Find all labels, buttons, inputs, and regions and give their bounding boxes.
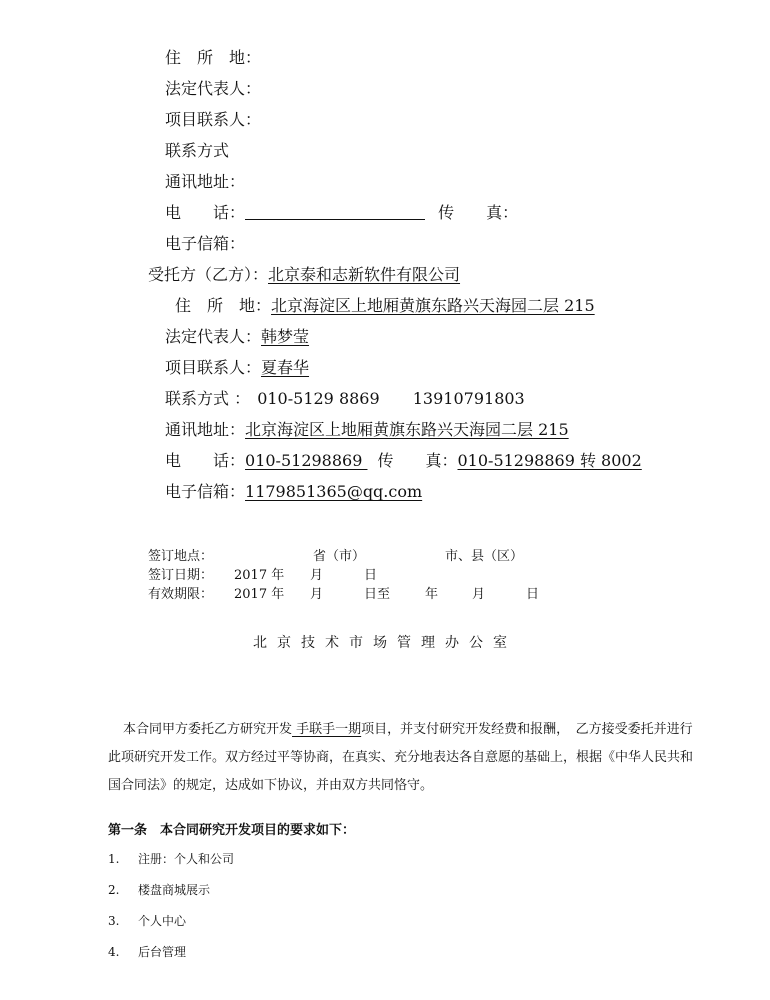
sign-place-label: 签订地点： — [148, 549, 214, 564]
b-heading-label: 受托方（乙方）： — [148, 265, 269, 284]
b-legal-rep: 韩梦莹 — [261, 327, 310, 346]
sign-city: 市、县（区） — [445, 549, 524, 564]
a-email-label: 电子信箱： — [165, 234, 246, 253]
b-contact-person-row — [165, 358, 309, 378]
list-item — [108, 912, 186, 929]
b-contact-person-label: 项目联系人： — [165, 358, 262, 377]
b-contact-method-row — [165, 389, 525, 409]
b-phone-row — [165, 451, 642, 471]
office-title: 北京技术市场管理办公室 — [253, 635, 517, 651]
valid-end-month: 月 — [472, 587, 486, 602]
list-item-number: 1. — [108, 852, 120, 866]
b-contact-method-label: 联系方式 ： — [165, 389, 251, 408]
sign-date-row — [148, 567, 378, 585]
preamble-part2: 项目，并支付研究开发经费和报酬， 乙方接受委托并进行此项研究开发工作。双方经过平等协商，在真实、充分地表达各自意愿的基础上，根据《中华人民共和国合同法》的规定，达成如下协议，并由双方共同恪守。 — [108, 722, 694, 793]
list-item-text: 注册：个人和公司 — [138, 852, 235, 866]
b-mail-address-label: 通讯地址： — [165, 420, 246, 439]
sign-date-day: 日 — [364, 568, 378, 583]
list-item — [108, 943, 186, 960]
a-phone-row — [165, 203, 518, 223]
project-name: 手联手一期 — [292, 722, 362, 737]
sign-date-year: 2017 年 — [234, 568, 285, 583]
b-mail-address-row — [165, 420, 569, 440]
valid-day-to: 日至 — [364, 587, 391, 602]
a-contact-method-label: 联系方式 — [165, 141, 230, 160]
b-legal-rep-label: 法定代表人： — [165, 327, 262, 346]
b-address: 北京海淀区上地厢黄旗东路兴天海园二层 215 — [271, 296, 595, 315]
article-1-heading: 第一条 本合同研究开发项目的要求如下： — [108, 823, 356, 838]
a-contact-person-label: 项目联系人： — [165, 110, 262, 129]
list-item-number: 2. — [108, 883, 120, 897]
list-item-number: 4. — [108, 945, 120, 959]
b-address-label: 住 所 地： — [175, 296, 272, 315]
b-company-name: 北京泰和志新软件有限公司 — [268, 265, 461, 284]
b-fax-label: 传 真： — [377, 451, 458, 470]
b-phone-label: 电 话： — [165, 451, 246, 470]
sign-date-month: 月 — [310, 568, 324, 583]
list-item-text: 个人中心 — [138, 914, 187, 928]
list-item-text: 楼盘商城展示 — [138, 883, 211, 897]
valid-month: 月 — [310, 587, 324, 602]
b-email: 1179851365@qq.com — [245, 482, 423, 501]
list-item — [108, 850, 234, 867]
valid-year: 2017 年 — [234, 587, 285, 602]
b-mail-address: 北京海淀区上地厢黄旗东路兴天海园二层 215 — [245, 420, 569, 439]
b-contact-phone2: 13910791803 — [412, 389, 525, 408]
sign-date-label: 签订日期： — [148, 568, 214, 583]
preamble-part1: 本合同甲方委托乙方研究开发 — [123, 722, 293, 737]
b-heading-row — [148, 265, 460, 285]
a-mail-address-label: 通讯地址： — [165, 172, 246, 191]
sign-place-row — [148, 548, 524, 566]
b-fax: 010-51298869 转 8002 — [457, 451, 642, 470]
a-address-label: 住 所 地： — [165, 48, 262, 67]
list-item-number: 3. — [108, 914, 120, 928]
list-item-text: 后台管理 — [138, 945, 187, 959]
list-item — [108, 881, 210, 898]
b-address-row — [175, 296, 595, 316]
b-contact-phone1: 010-5129 8869 — [257, 389, 380, 408]
b-legal-rep-row — [165, 327, 309, 347]
a-legal-rep-label: 法定代表人： — [165, 79, 262, 98]
sign-province: 省（市） — [313, 549, 366, 564]
b-phone: 010-51298869 — [245, 451, 368, 470]
a-phone-blank — [245, 203, 425, 220]
a-fax-label: 传 真： — [438, 203, 519, 222]
b-email-row — [165, 482, 422, 502]
valid-end-year: 年 — [425, 587, 439, 602]
a-phone-label: 电 话： — [165, 203, 246, 222]
b-email-label: 电子信箱： — [165, 482, 246, 501]
valid-row — [148, 586, 540, 604]
b-contact-person: 夏春华 — [261, 358, 310, 377]
preamble-paragraph — [108, 716, 698, 800]
valid-end-day: 日 — [526, 587, 540, 602]
valid-label: 有效期限： — [148, 587, 214, 602]
